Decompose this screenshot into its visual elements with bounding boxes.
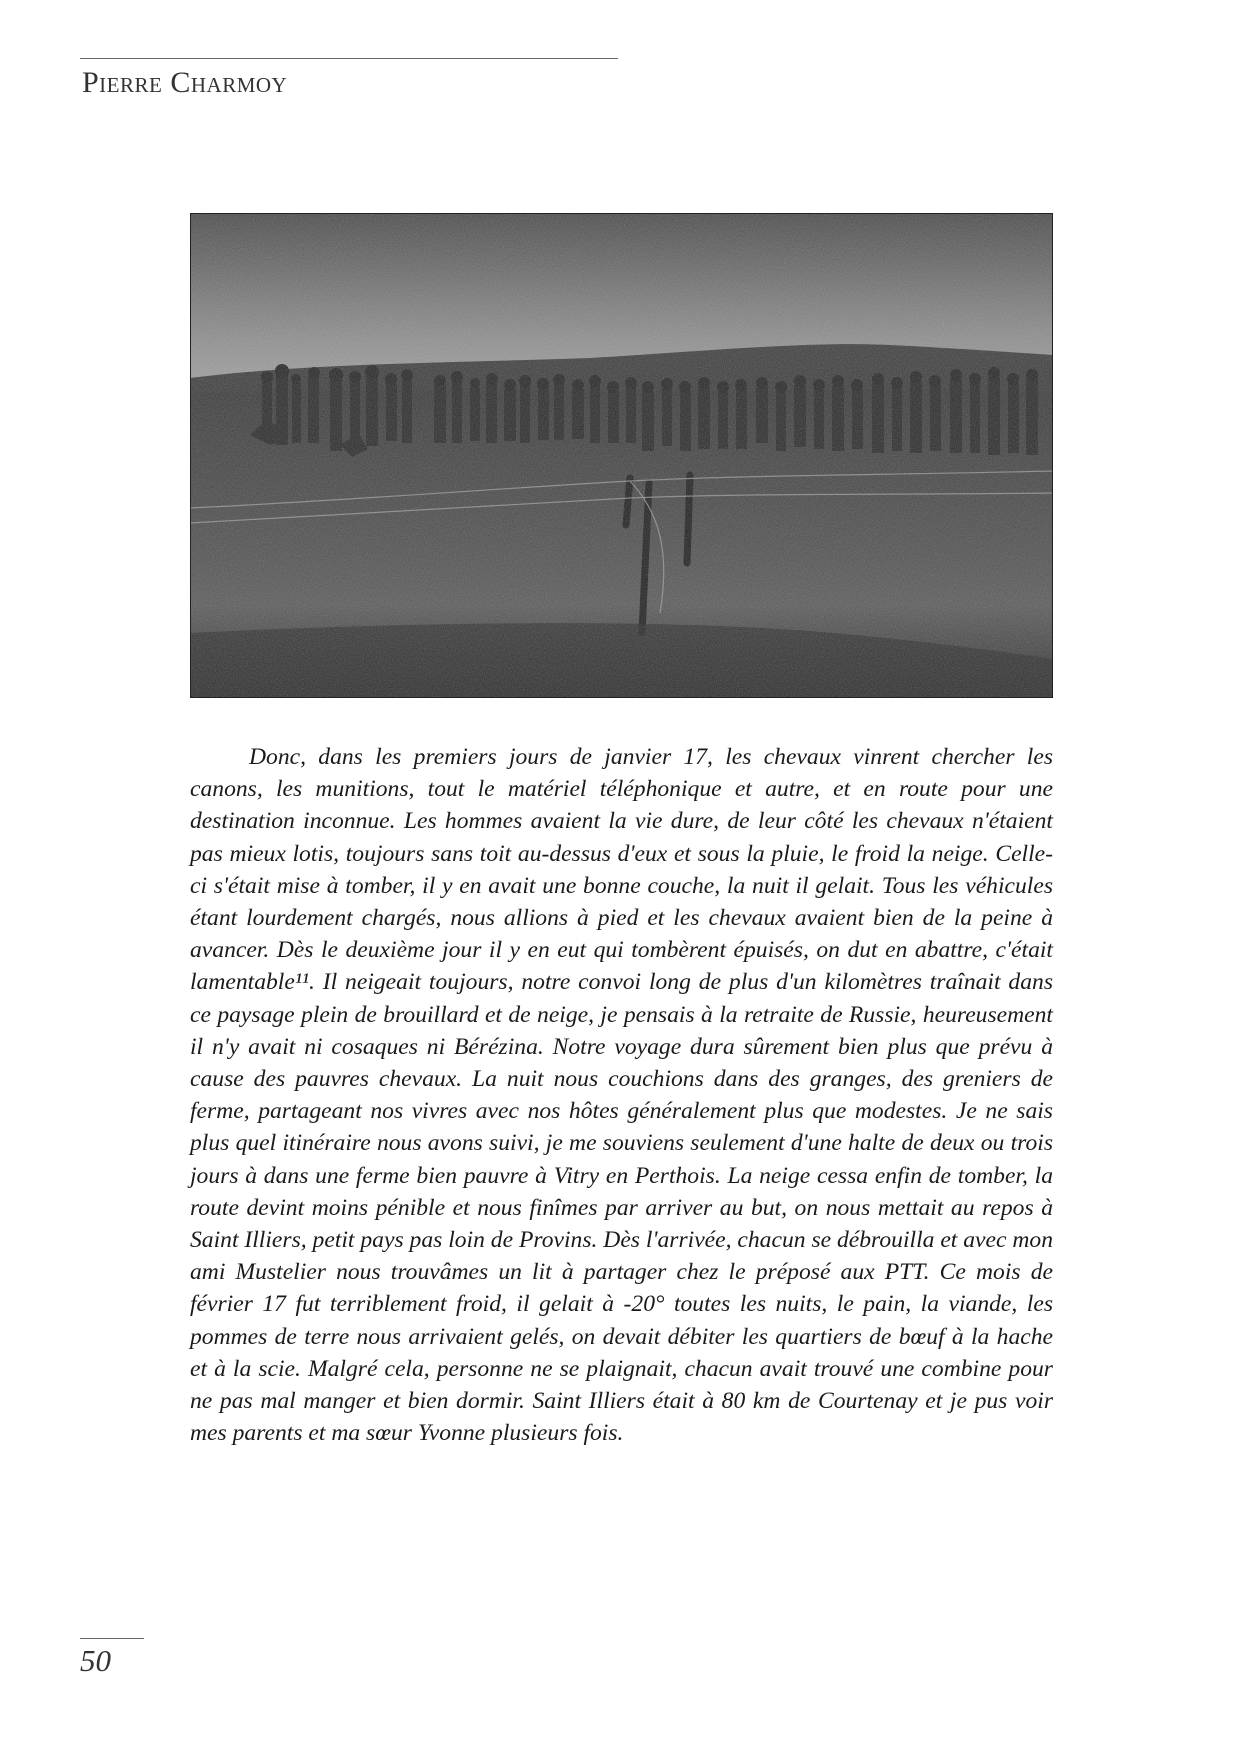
page-number: 50: [80, 1643, 111, 1678]
running-head: Pierre Charmoy: [82, 66, 288, 99]
header-rule: [80, 58, 618, 59]
footer-rule: [80, 1638, 144, 1639]
body-paragraph: Donc, dans les premiers jours de janvier 17, les chevaux vinrent chercher les canons, les munitions, tout le matériel téléphonique et autre, et en route pour une destination inconnue. Les hommes avaient la vie dure, de leur côté les chevaux n'étaient pas mieux lotis, toujours sans toit au-dessus d'eux et sous la pluie, le froid la neige. Celle-ci s'était mise à tomber, il y en avait une bonne couche, la nuit il gelait. Tous les véhicules étant lourdement chargés, nous allions à pied et les chevaux avaient bien de la peine à avancer. Dès le deuxième jour il y en eut qui tombèrent épuisés, on dut en abattre, c'était lamentable¹¹. Il neigeait toujours, notre convoi long de plus d'un kilomètres traînait dans ce paysage plein de brouillard et de neige, je pensais à la retraite de Russie, heureusement il n'y avait ni cosaques ni Bérézina. Notre voyage dura sûrement bien plus que prévu à cause des pauvres chevaux. La nuit nous couchions dans des granges, des greniers de ferme, partageant nos vivres avec nos hôtes généralement plus que modestes. Je ne sais plus quel itinéraire nous avons suivi, je me souviens seulement d'une halte de deux ou trois jours à dans une ferme bien pauvre à Vitry en Perthois. La neige cessa enfin de tomber, la route devint moins pénible et nous finîmes par arriver au but, on nous mettait au repos à Saint Illiers, petit pays pas loin de Provins. Dès l'arrivée, chacun se débrouilla et avec mon ami Mustelier nous trouvâmes un lit à partager chez le préposé aux PTT. Ce mois de février 17 fut terriblement froid, il gelait à -20° toutes les nuits, le pain, la viande, les pommes de terre nous arrivaient gelés, on devait débiter les quartiers de bœuf à la hache et à la scie. Malgré cela, personne ne se plaignait, chacun avait trouvé une combine pour ne pas mal manger et bien dormir. Saint Illiers était à 80 km de Courtenay et je pus voir mes parents et ma sœur Yvonne plusieurs fois.: [190, 744, 1053, 1447]
archival-photo: [190, 213, 1053, 698]
